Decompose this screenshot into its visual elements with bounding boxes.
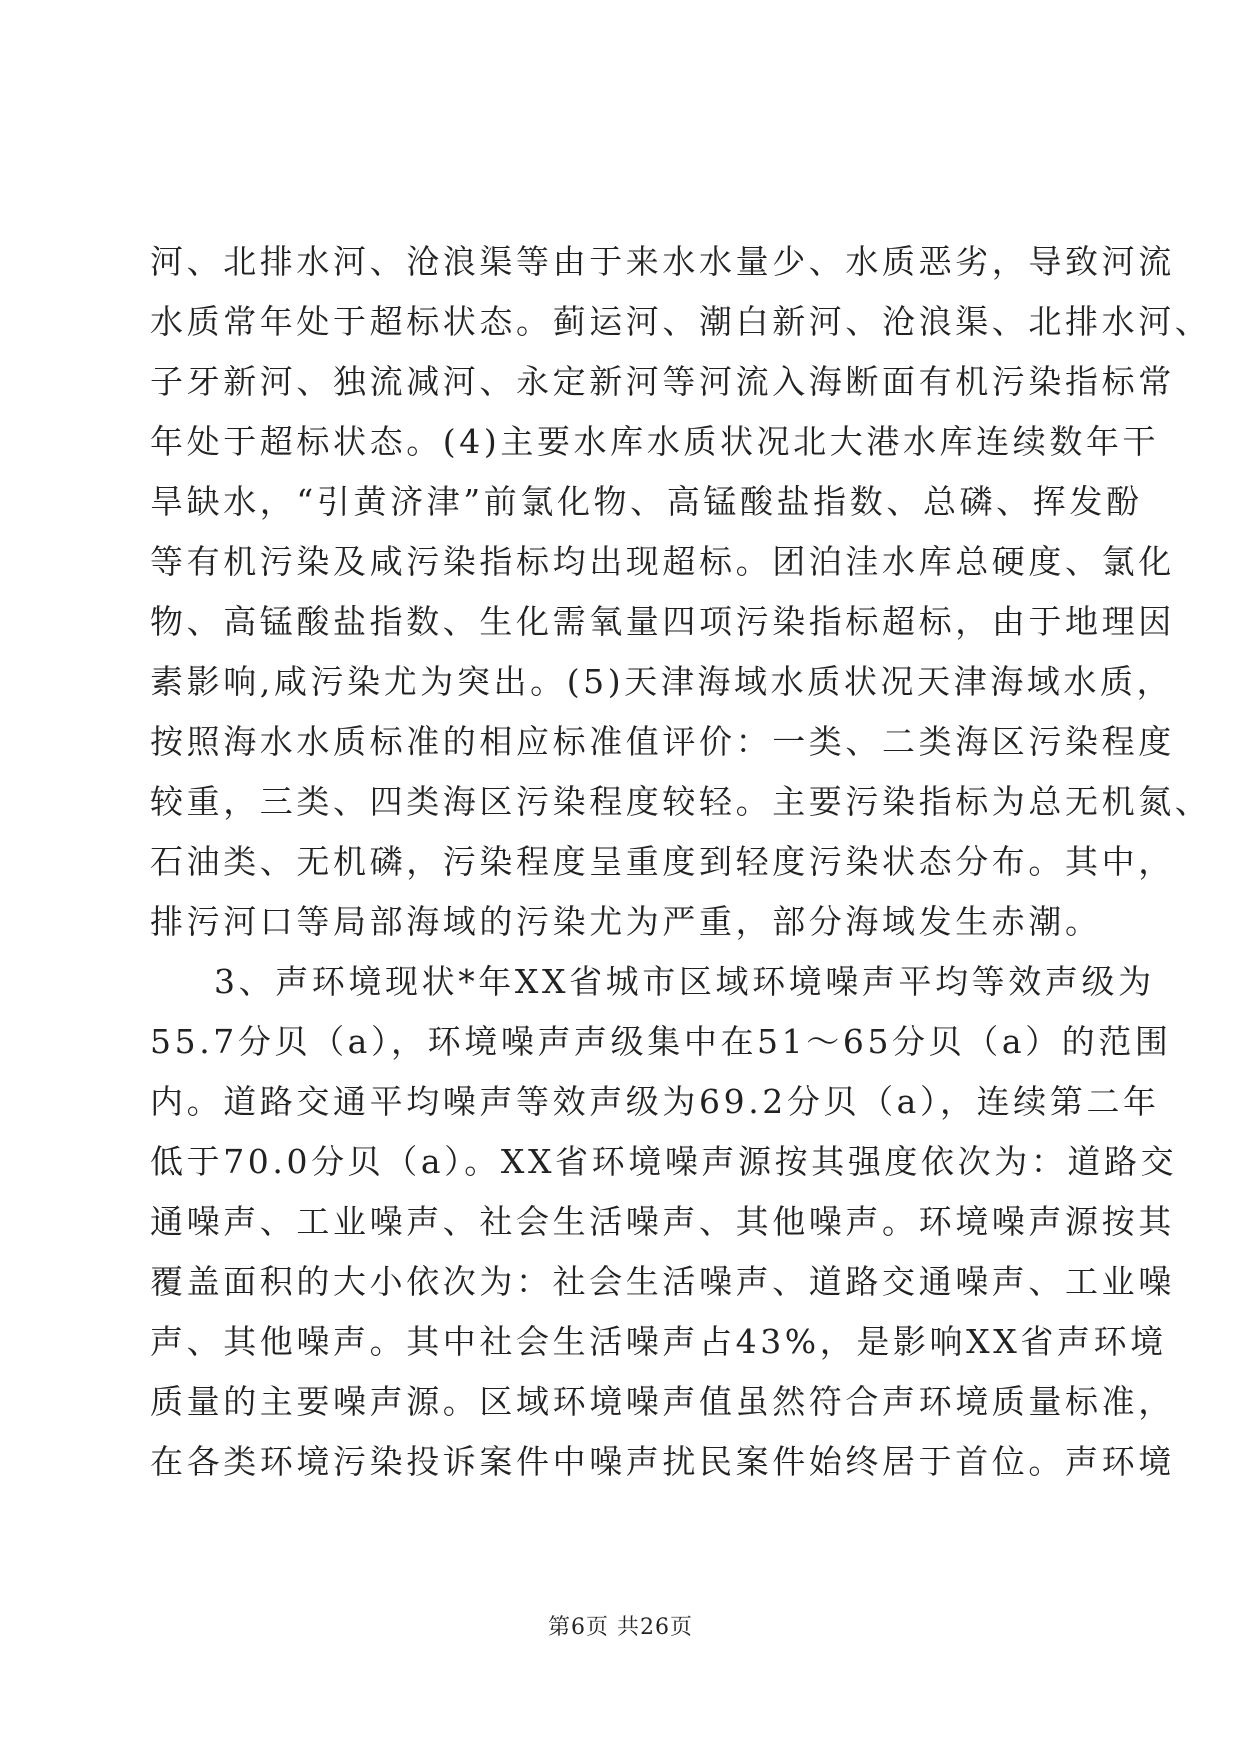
paragraph-start-line: 3、声环境现状*年XX省城市区域环境噪声平均等效声级为 (214, 962, 1155, 1001)
text-line: 通噪声、工业噪声、社会生活噪声、其他噪声。环境噪声源按其 (150, 1202, 1175, 1241)
text-line: 物、高锰酸盐指数、生化需氧量四项污染指标超标，由于地理因 (150, 602, 1175, 641)
text-line: 较重，三类、四类海区污染程度较轻。主要污染指标为总无机氮、 (150, 782, 1212, 821)
text-line: 覆盖面积的大小依次为：社会生活噪声、道路交通噪声、工业噪 (150, 1262, 1175, 1301)
text-line: 子牙新河、独流减河、永定新河等河流入海断面有机污染指标常 (150, 362, 1175, 401)
text-line: 声、其他噪声。其中社会生活噪声占43%，是影响XX省声环境 (150, 1322, 1167, 1361)
text-line: 素影响,咸污染尤为突出。(5)天津海域水质状况天津海域水质， (150, 662, 1174, 701)
text-line: 按照海水水质标准的相应标准值评价：一类、二类海区污染程度 (150, 722, 1175, 761)
text-line: 质量的主要噪声源。区域环境噪声值虽然符合声环境质量标准， (150, 1382, 1175, 1421)
text-line: 低于70.0分贝（a）。XX省环境噪声源按其强度依次为：道路交 (150, 1142, 1178, 1181)
text-line: 旱缺水，“引黄济津”前氯化物、高锰酸盐指数、总磷、挥发酚 (150, 482, 1143, 521)
text-line: 55.7分贝（a），环境噪声声级集中在51～65分贝（a）的范围 (150, 1022, 1172, 1061)
body-text (150, 232, 1212, 1492)
text-line: 在各类环境污染投诉案件中噪声扰民案件始终居于首位。声环境 (150, 1442, 1175, 1481)
text-line: 内。道路交通平均噪声等效声级为69.2分贝（a），连续第二年 (150, 1082, 1160, 1121)
text-line: 河、北排水河、沧浪渠等由于来水水量少、水质恶劣，导致河流 (150, 242, 1175, 281)
page-number-footer: 第6页 共26页 (548, 1615, 693, 1640)
text-line: 水质常年处于超标状态。蓟运河、潮白新河、沧浪渠、北排水河、 (150, 302, 1212, 341)
text-line: 等有机污染及咸污染指标均出现超标。团泊洼水库总硬度、氯化 (150, 542, 1175, 581)
text-line: 排污河口等局部海域的污染尤为严重，部分海域发生赤潮。 (150, 902, 1102, 941)
text-line: 石油类、无机磷，污染程度呈重度到轻度污染状态分布。其中， (150, 842, 1175, 881)
text-line: 年处于超标状态。(4)主要水库水质状况北大港水库连续数年干 (150, 422, 1160, 461)
